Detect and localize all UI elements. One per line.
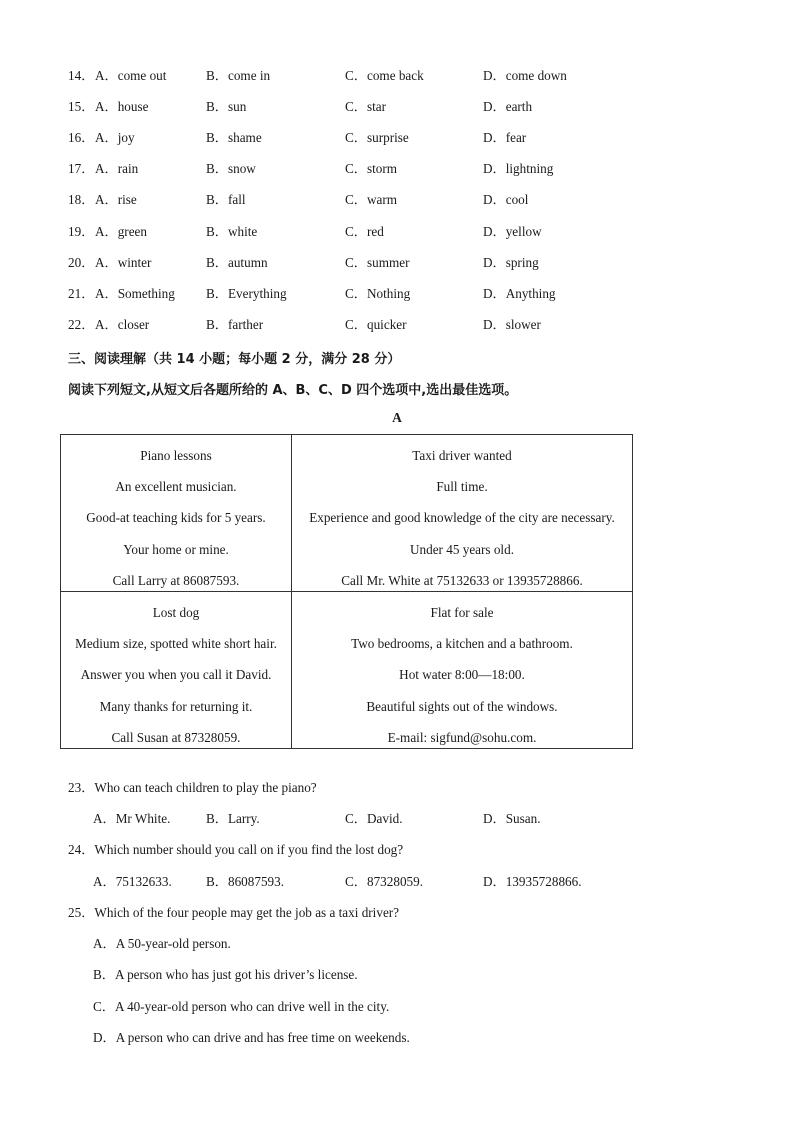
ad-line: Experience and good knowledge of the city are necessary. bbox=[309, 510, 615, 526]
option-b: B．farther bbox=[206, 317, 264, 332]
q23-option-c: C．David. bbox=[345, 811, 403, 826]
ad-line: Under 45 years old. bbox=[409, 541, 514, 557]
ad-line: Many thanks for returning it. bbox=[99, 698, 253, 714]
ad-line: Call Mr. White at 75132633 or 13935728866. bbox=[341, 572, 583, 588]
ad-title: Lost dog bbox=[152, 605, 200, 620]
ad-line: Full time. bbox=[436, 479, 488, 495]
ad-line: E-mail: sigfund@sohu.com. bbox=[387, 729, 537, 745]
option-a: A．winter bbox=[95, 255, 152, 270]
ad-line: An excellent musician. bbox=[115, 479, 237, 495]
ad-line: Good-at teaching kids for 5 years. bbox=[86, 510, 266, 526]
option-b: B．autumn bbox=[206, 255, 268, 270]
option-d: D．cool bbox=[483, 192, 529, 207]
question-number: 18． bbox=[68, 192, 95, 207]
option-d: D．earth bbox=[483, 99, 533, 114]
ad-title: Taxi driver wanted bbox=[412, 448, 512, 463]
option-c: C．come back bbox=[345, 68, 424, 83]
option-c: C．summer bbox=[345, 255, 410, 270]
option-a: A．house bbox=[95, 99, 149, 114]
section-instruction: 阅读下列短文,从短文后各题所给的 A、B、C、D 四个选项中,选出最佳选项。 bbox=[68, 383, 518, 398]
q25-option-d: D．A person who can drive and has free time on weekends. bbox=[93, 1030, 410, 1045]
option-c: C．quicker bbox=[345, 317, 407, 332]
option-c: C．surprise bbox=[345, 130, 409, 145]
ad-line: Hot water 8:00—18:00. bbox=[399, 667, 525, 683]
question-23-stem: 23．Who can teach children to play the piano? bbox=[68, 780, 317, 795]
ad-flat-for-sale bbox=[292, 592, 633, 749]
ad-line: Medium size, spotted white short hair. bbox=[75, 636, 277, 652]
option-d: D．fear bbox=[483, 130, 527, 145]
option-a: A．closer bbox=[95, 317, 150, 332]
option-c: C．warm bbox=[345, 192, 398, 207]
ad-line: Call Susan at 87328059. bbox=[111, 729, 241, 745]
question-25-stem: 25．Which of the four people may get the job as a taxi driver? bbox=[68, 905, 400, 920]
q24-option-d: D．13935728866. bbox=[483, 874, 582, 889]
option-b: B．fall bbox=[206, 192, 246, 207]
option-b: B．white bbox=[206, 224, 258, 239]
ad-title: Flat for sale bbox=[430, 605, 494, 620]
question-number: 20． bbox=[68, 255, 95, 270]
option-c: C．red bbox=[345, 224, 384, 239]
option-b: B．shame bbox=[206, 130, 262, 145]
option-a: A．Something bbox=[95, 286, 175, 301]
option-d: D．lightning bbox=[483, 161, 554, 176]
section-heading: 三、阅读理解（共 14 小题；每小题 2 分，满分 28 分） bbox=[68, 352, 401, 367]
question-number: 14． bbox=[68, 68, 95, 83]
ad-taxi-driver bbox=[292, 435, 633, 592]
q25-option-a: A．A 50-year-old person. bbox=[93, 936, 231, 951]
ad-line: Beautiful sights out of the windows. bbox=[366, 698, 558, 714]
option-d: D．yellow bbox=[483, 224, 542, 239]
option-b: B．Everything bbox=[206, 286, 287, 301]
option-d: D．come down bbox=[483, 68, 567, 83]
q23-option-d: D．Susan. bbox=[483, 811, 541, 826]
question-number: 16． bbox=[68, 130, 95, 145]
ad-title: Piano lessons bbox=[140, 448, 212, 463]
ad-line: Two bedrooms, a kitchen and a bathroom. bbox=[351, 636, 573, 652]
q23-option-b: B．Larry. bbox=[206, 811, 260, 826]
question-number: 22． bbox=[68, 317, 95, 332]
option-a: A．joy bbox=[95, 130, 135, 145]
ad-lost-dog bbox=[61, 592, 292, 749]
option-c: C．star bbox=[345, 99, 387, 114]
option-b: B．snow bbox=[206, 161, 256, 176]
option-a: A．green bbox=[95, 224, 147, 239]
q23-option-a: A．Mr White. bbox=[93, 811, 171, 826]
option-b: B．come in bbox=[206, 68, 271, 83]
ads-table bbox=[60, 434, 633, 749]
option-c: C．storm bbox=[345, 161, 398, 176]
q24-option-c: C．87328059. bbox=[345, 874, 424, 889]
ad-line: Call Larry at 86087593. bbox=[112, 572, 240, 588]
option-d: D．Anything bbox=[483, 286, 556, 301]
q24-option-b: B．86087593. bbox=[206, 874, 285, 889]
question-number: 15． bbox=[68, 99, 95, 114]
question-number: 21． bbox=[68, 286, 95, 301]
q25-option-c: C．A 40-year-old person who can drive well in the city. bbox=[93, 999, 390, 1014]
option-a: A．rise bbox=[95, 192, 137, 207]
option-a: A．rain bbox=[95, 161, 139, 176]
ad-piano-lessons bbox=[61, 435, 292, 592]
passage-letter: A bbox=[392, 410, 402, 425]
option-a: A．come out bbox=[95, 68, 167, 83]
q24-option-a: A．75132633. bbox=[93, 874, 172, 889]
option-d: D．slower bbox=[483, 317, 541, 332]
option-c: C．Nothing bbox=[345, 286, 411, 301]
question-24-stem: 24．Which number should you call on if you find the lost dog? bbox=[68, 842, 404, 857]
question-number: 19． bbox=[68, 224, 95, 239]
ad-line: Your home or mine. bbox=[123, 541, 229, 557]
option-b: B．sun bbox=[206, 99, 247, 114]
question-number: 17． bbox=[68, 161, 95, 176]
option-d: D．spring bbox=[483, 255, 539, 270]
q25-option-b: B．A person who has just got his driver’s license. bbox=[93, 967, 358, 982]
ad-line: Answer you when you call it David. bbox=[80, 667, 272, 683]
